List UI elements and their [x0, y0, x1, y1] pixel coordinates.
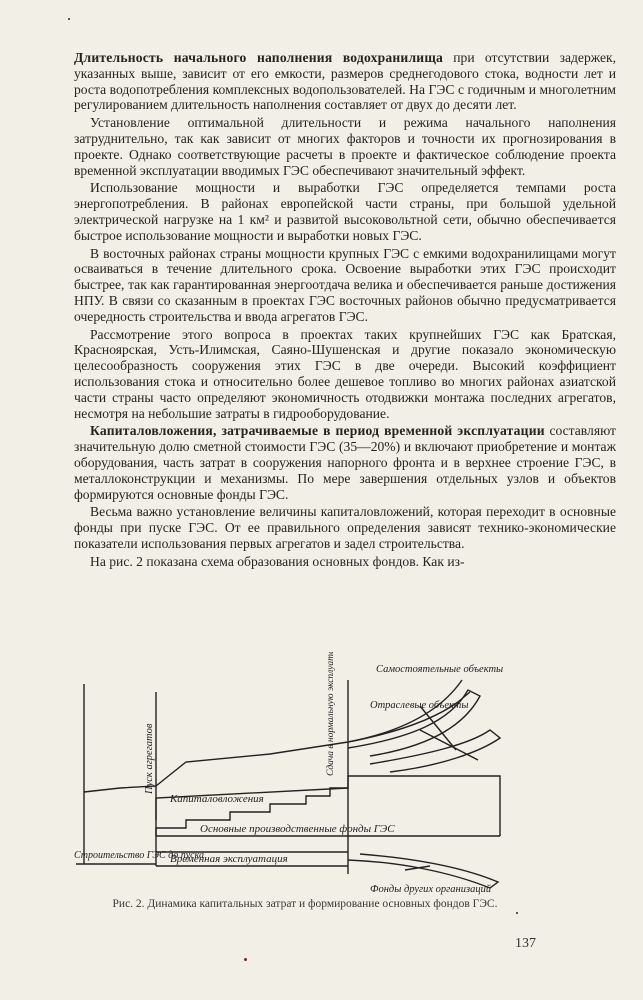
paragraph-3: [74, 180, 616, 243]
label-sdacha-line: Сдача в нормальную эксплуатацию: [326, 652, 336, 776]
label-sdacha: [325, 652, 336, 776]
paragraph-5-text: Рассмотрение этого вопроса в проектах таких крупнейших ГЭС как Братская, Красноярская, Усть-Илимская, Саяно-Шушенская и другие показало экономическую целесообразность сооружения этих ГЭС в две очереди. Высокий коэффициент использования стока и относительно более дешевое топливо во многих районах азиатской части страны часто определяют экономичность отодвижки монтажа последних агрегатов, несмотря на небольшие затраты в гидрооборудование.: [74, 326, 616, 421]
dust-speck: [516, 912, 518, 914]
paragraph-5: [74, 327, 616, 422]
paragraph-8: [74, 554, 616, 570]
paragraph-6-lead: Капиталовложения, затрачиваемые в период временной эксплуатации: [90, 423, 545, 439]
dust-speck: [68, 18, 70, 20]
leader-branch: [420, 730, 478, 760]
label-temporary-exploitation: Временная эксплуатация: [170, 853, 288, 865]
figure-caption: Рис. 2. Динамика капитальных затрат и формирование основных фондов ГЭС.: [112, 898, 498, 910]
label-independent-objects: Самостоятельные объекты: [376, 664, 504, 675]
paragraph-1-lead: Длительность начального наполнения водохранилища: [74, 50, 443, 65]
diagram-svg: [70, 652, 540, 900]
paragraph-1-text: при отсутствии задержек, указанных выше, зависит от его емкости, размеров среднегодового стока, водности лет и роста водопотребления комплексных водопользователей. На ГЭС с годичным и многолетним регулированием длительность наполнения составляет от двух до десяти лет.: [74, 50, 616, 113]
paragraph-7: [74, 504, 616, 551]
paragraph-4-text: В восточных районах страны мощности крупных ГЭС с емкими водохранилищами могут осваиваться в течение длительного срока. Освоение выработки этих ГЭС происходит быстрее, так как гарантированная энергоотдача велика и обеспечивается раньше достижения НПУ. В связи со сказанным в проектах ГЭС восточных районов обычно предусматривается очередность строительства и ввода агрегатов ГЭС.: [74, 245, 616, 324]
paragraph-8-text: На рис. 2 показана схема образования основных фондов. Как из-: [90, 553, 465, 569]
label-pusk: Пуск агрегатов: [144, 723, 155, 794]
label-fixed-assets: Основные производственные фонды ГЭС: [200, 823, 395, 835]
other-org-assets-band: [348, 854, 498, 888]
paragraph-6: [74, 423, 616, 502]
paragraph-6-text: составляют значительную долю сметной стоимости ГЭС (35—20%) и включают приобретение и монтаж оборудования, часть затрат в сооружения напорного фронта и в верхнее строение ГЭС, в металлоконструкции и механизмы. По мере завершения отдельных узлов и объектов формируются основные фонды ГЭС.: [74, 423, 616, 502]
dust-speck: [244, 958, 247, 961]
label-construction: Строительство ГЭС до пуска: [74, 850, 204, 861]
paragraph-7-text: Весьма важно установление величины капиталовложений, которая переходит в основные фонды при пуске ГЭС. От ее правильного определения зависят технико-экономические показатели использования первых агрегатов и задел строительства.: [74, 504, 616, 551]
paragraph-4: [74, 246, 616, 325]
paragraph-3-text: Использование мощности и выработки ГЭС определяется темпами роста энергопотребления. В районах европейской части страны, при большой удельной электрической нагрузке на 1 км² и развитой высоковольтной сети, обычно обеспечивается быстрое использование мощности и выработки новых ГЭС.: [74, 180, 616, 243]
body-text: [74, 50, 616, 572]
label-capital-investment: Капиталовложения: [170, 793, 264, 805]
paragraph-2: [74, 115, 616, 178]
paragraph-2-text: Установление оптимальной длительности и режима начального наполнения затруднительно, так как зависит от многих факторов и точности их прогнозирования в проекте. Однако соответствующие расчеты в проекте и фактическое соблюдение проекта временной эксплуатации вводимых ГЭС обеспечивают значительный эффект.: [74, 115, 616, 178]
label-branch-objects: Отраслевые объекты: [370, 700, 469, 711]
label-other-org-assets: Фонды других организаций: [370, 884, 492, 895]
paragraph-1: [74, 50, 616, 113]
page-number: 137: [515, 936, 536, 951]
figure-2-diagram: [70, 652, 540, 900]
